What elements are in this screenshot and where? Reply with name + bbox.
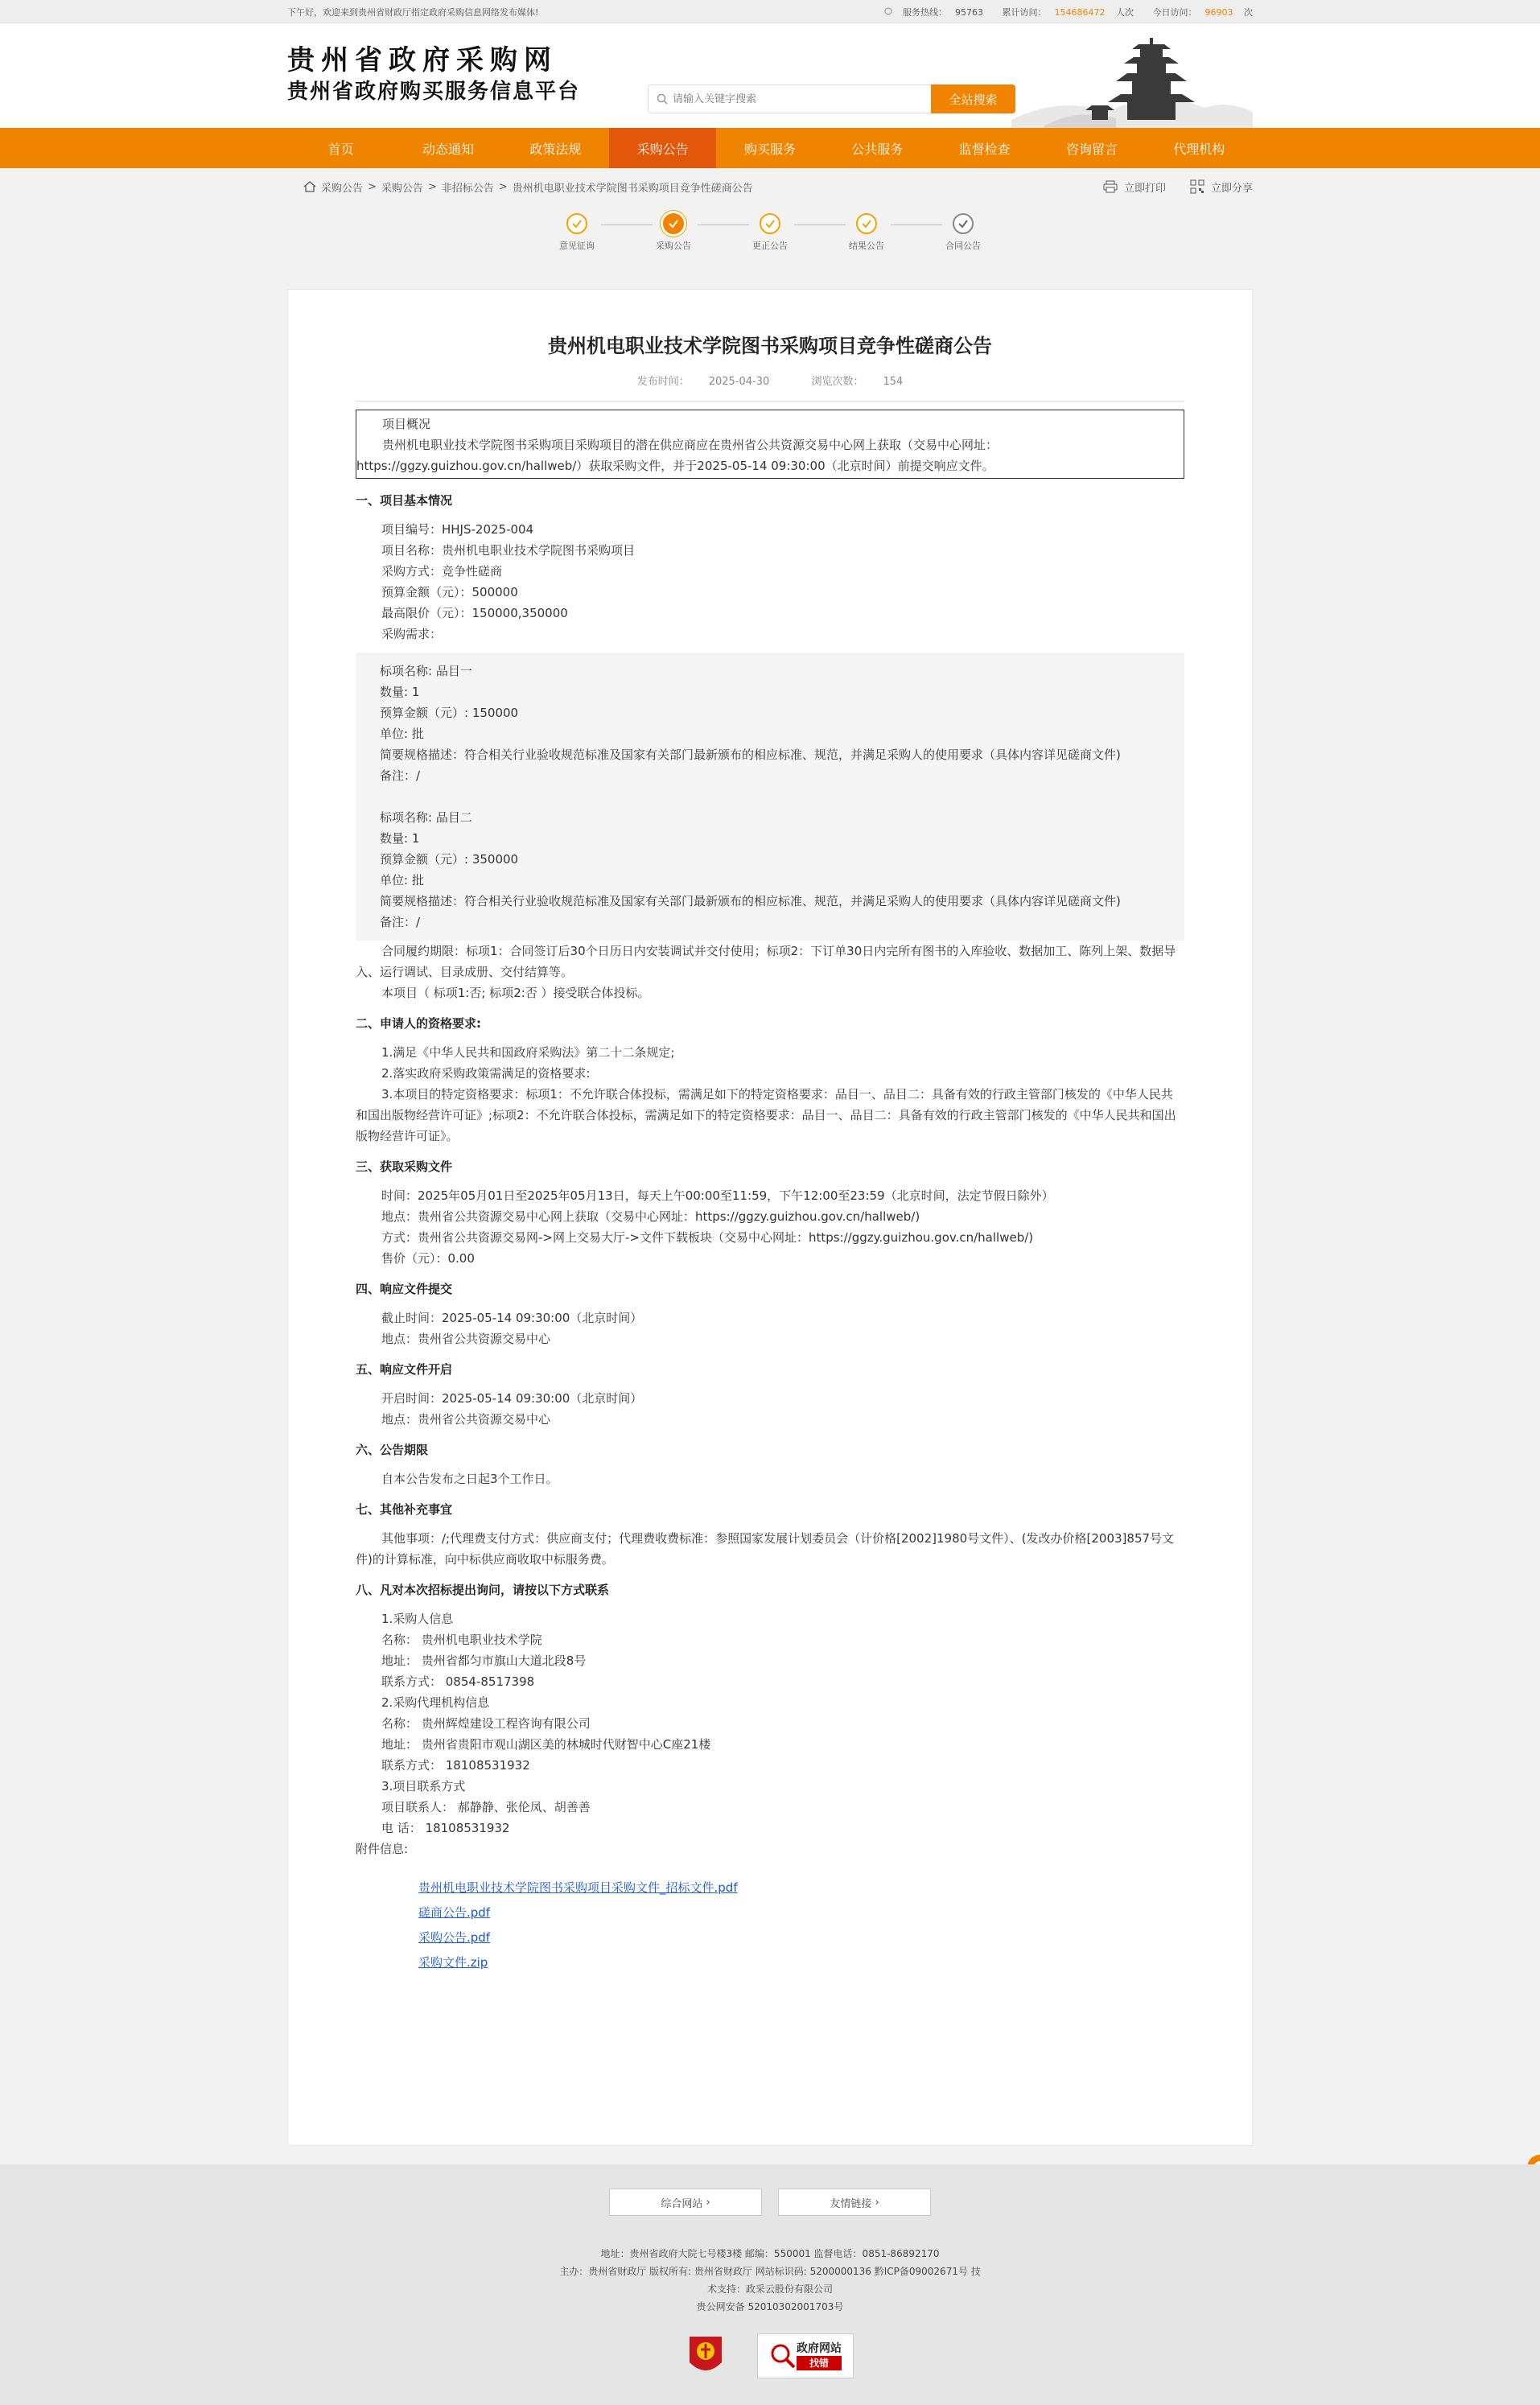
project-overview-box: [356, 410, 1184, 479]
nav-public-service[interactable]: 公共服务: [851, 141, 904, 157]
printer-icon: [1103, 180, 1118, 193]
top-bar: [0, 0, 1540, 23]
check-icon: [856, 213, 877, 234]
check-icon: [760, 213, 780, 234]
section-heading: 六、公告期限: [356, 1443, 429, 1457]
party-government-badge-icon[interactable]: [686, 2333, 725, 2378]
nav-procurement-notice[interactable]: 采购公告: [609, 128, 716, 168]
friendly-links-dropdown[interactable]: 友情链接 ›: [778, 2189, 931, 2216]
nav-policy[interactable]: 政策法规: [529, 141, 582, 157]
section-heading: 五、响应文件开启: [356, 1362, 453, 1377]
check-icon: [566, 213, 587, 234]
notice-title: 贵州机电职业技术学院图书采购项目竞争性磋商公告: [548, 335, 992, 357]
breadcrumb-item[interactable]: 采购公告: [381, 182, 423, 195]
notice-body: 项目概况 贵州机电职业技术学院图书采购项目采购项目的潜在供应商应在贵州省公共资源交易中心网上获取（交易中心网址：https://ggzy.guizhou.gov.cn/hallweb/）获取采购文件，并于2025-05-14 09:30:00（北京时间）前提交响应文件。 一、项目基本情况 项目编号：HHJS-2025-004 项目名称：贵州机电职业技术学院图书采购项目 采购方式：竞争性磋商 预算金额（元）：500000 最高限价（元）：150000,350000 采购需求： 标项名称: 品目一 数量: 1 预算金额（元）: 150000 单位: 批 简要规格描述：符合相关行业验收规范标准及国家有关部门最新颁布的相应标准、规范，并满足采购人的使用要求（具体内容详见磋商文件) 备注：/ 标项名称: 品目二 数量: 1 预算金额（元）: 350000 单位: 批 简要规格描述：符合相关行业验收规范标准及国家有关部门最新颁布的相应标准、规范，并满足采购人的使用要求（具体内容详见磋商文件) 备注：/ 合同履约期限：标项1：合同签订后30个日历日内安装调试并交付使用；标项2：下订单30日内完所有图书的入库验收、数据加工、陈列上架、数据导入、运行调试、目录成册、交付结算等。 本项目（ 标项1:否; 标项2:否 ）接受联合体投标。 二、申请人的资格要求: 1.满足《中华人民共和国政府采购法》第二十二条规定; 2.落实政府采购政策需满足的资格要求: 3.本项目的特定资格要求：标项1：不允许联合体投标，需满足如下的特定资格要求：品目一、品目二：具备有效的行政主管部门核发的《中华人民共和国出版物经营许可证》;标项2：不允许联合体投标，需满足如下的特定资格要求：品目一、品目二：具备有效的行政主管部门核发的《中华人民共和国出版物经营许可证》。 三、获取采购文件 时间：2025年05月01日至2025年05月13日，每天上午00:00至11:59，下午12:00至23:59（北京时间，法定节假日除外） 地点：贵州省公共资源交易中心网上获取（交易中心网址：https://ggzy.guizhou.gov.cn/hallweb/) 方式：贵州省公共资源交易网->网上交易大厅->文件下载板块（交易中心网址：https://ggzy.guizhou.gov.cn/hallweb/) 售价（元）：0.00 四、响应文件提交 截止时间：2025-05-14 09:30:00（北京时间） 地点：贵州省公共资源交易中心 五、响应文件开启 开启时间：2025-05-14 09:30:00（北京时间） 地点：贵州省公共资源交易中心 六、公告期限 自本公告发布之日起3个工作日。 七、其他补充事宜 其他事项：/;代理费支付方式：供应商支付；代理费收费标准：参照国家发展计划委员会（计价格[2002]1980号文件）、(发改办价格[2003]857号文件)的计算标准，向中标供应商收取中标服务费。 八、凡对本次招标提出询问，请按以下方式联系 1.采购人信息 名称： 贵州机电职业技术学院 地址： 贵州省都匀市旗山大道北段8号 联系方式： 0854-8517398 2.采购代理机构信息 名称： 贵州辉煌建设工程咨询有限公司 地址： 贵州省贵阳市观山湖区美的林城时代财智中心C座21楼 联系方式： 18108531932 3.项目联系方式 项目联系人： 郝静静、张伦凤、胡善善 电 话： 18108531932 附件信息: 贵州机电职业技术学院图书采购项目采购文件_招标文件.pdf 磋商公告.pdf 采购公告.pdf 采购文件.zip: [356, 410, 1184, 1975]
nav-supervision[interactable]: 监督检查: [958, 141, 1011, 157]
notice-progress-steps: [287, 205, 1253, 268]
step-contract[interactable]: 合同公告: [931, 213, 995, 252]
site-search: [648, 84, 1015, 113]
nav-home[interactable]: 首页: [327, 141, 354, 157]
section-heading: 二、申请人的资格要求:: [356, 1016, 481, 1031]
section-heading: 三、获取采购文件: [356, 1159, 453, 1174]
step-procurement-notice[interactable]: 采购公告: [641, 213, 706, 252]
breadcrumb-bar: [287, 168, 1253, 205]
nav-news[interactable]: 动态通知: [422, 141, 474, 157]
attachment-link[interactable]: 贵州机电职业技术学院图书采购项目采购文件_招标文件.pdf: [418, 1880, 738, 1895]
site-footer: [0, 2164, 1540, 2405]
site-header: [0, 23, 1540, 128]
section-heading: 四、响应文件提交: [356, 1282, 453, 1296]
notice-card: [287, 289, 1253, 2146]
nav-purchase-service[interactable]: 购买服务: [743, 141, 796, 157]
search-button[interactable]: 全站搜索: [931, 84, 1015, 113]
view-count: 154: [883, 376, 904, 388]
government-site-error-report-badge[interactable]: 政府网站 找错: [757, 2333, 854, 2378]
chevron-down-icon: ›: [706, 2196, 710, 2209]
step-consultation[interactable]: 意见征询: [545, 213, 609, 252]
site-logo-title[interactable]: 贵州省政府采购网 贵州省政府购买服务信息平台: [287, 44, 581, 104]
attachment-label: 附件信息:: [356, 1842, 409, 1856]
breadcrumb-item[interactable]: 非招标公告: [441, 182, 494, 195]
attachment-link[interactable]: 磋商公告.pdf: [418, 1905, 491, 1920]
footer-info: 地址：贵州省政府大院七号楼3楼 邮编：550001 监督电话：0851-86892170 主办：贵州省财政厅 版权所有: 贵州省财政厅 网站标识码: 5200000136 黔ICP备09002671号 技 术支持：政采云股份有限公司 贵公网安备 52010302001703号: [559, 2248, 981, 2312]
lot-requirements: 标项名称: 品目一 数量: 1 预算金额（元）: 150000 单位: 批 简要规格描述：符合相关行业验收规范标准及国家有关部门最新颁布的相应标准、规范，并满足采购人的使用要求（具体内容详见磋商文件) 备注：/ 标项名称: 品目二 数量: 1 预算金额（元）: 350000 单位: 批 简要规格描述：符合相关行业验收规范标准及国家有关部门最新颁布的相应标准、规范，并满足采购人的使用要求（具体内容详见磋商文件) 备注：/: [356, 653, 1184, 941]
section-heading: 七、其他补充事宜: [356, 1502, 453, 1517]
hotline-number: 95763: [955, 6, 983, 18]
welcome-text: 下午好，欢迎来到贵州省财政厅指定政府采购信息网络发布媒体!: [287, 6, 539, 18]
search-input[interactable]: [673, 93, 914, 105]
share-button[interactable]: 立即分享: [1190, 179, 1253, 195]
contract-term: 合同履约期限：标项1：合同签订后30个日历日内安装调试并交付使用；标项2：下订单30日内完所有图书的入库验收、数据加工、陈列上架、数据导入、运行调试、目录成册、交付结算等。: [356, 944, 1176, 979]
breadcrumb: 采购公告 > 采购公告 > 非招标公告 > 贵州机电职业技术学院图书采购项目竞争性磋商公告: [287, 179, 753, 195]
main-nav: [0, 128, 1540, 168]
magnifier-icon: [769, 2342, 797, 2370]
breadcrumb-item[interactable]: 采购公告: [321, 182, 364, 195]
overview-title: 项目概况: [382, 417, 431, 431]
attachment-link[interactable]: 采购文件.zip: [418, 1955, 488, 1970]
overview-text: 贵州机电职业技术学院图书采购项目采购项目的潜在供应商应在贵州省公共资源交易中心网上获取（交易中心网址：https://ggzy.guizhou.gov.cn/hallweb/）获取采购文件，并于2025-05-14 09:30:00（北京时间）前提交响应文件。: [356, 438, 999, 473]
nav-consult[interactable]: 咨询留言: [1065, 141, 1118, 157]
print-button[interactable]: 立即打印: [1103, 179, 1166, 195]
search-icon: [657, 93, 668, 105]
qrcode-icon: [1190, 179, 1204, 194]
step-correction[interactable]: 更正公告: [738, 213, 802, 252]
home-icon: [303, 181, 316, 192]
section-heading: 八、凡对本次招标提出询问，请按以下方式联系: [356, 1583, 610, 1597]
notice-meta: 发布时间： 2025-04-30 浏览次数： 154: [636, 376, 904, 388]
search-box: [648, 84, 931, 113]
consortium-note: 本项目（ 标项1:否; 标项2:否 ）接受联合体投标。: [381, 986, 650, 1000]
comprehensive-sites-dropdown[interactable]: 综合网站 ›: [609, 2189, 762, 2216]
nav-agency[interactable]: 代理机构: [1173, 141, 1225, 157]
total-visits: 154686472: [1054, 6, 1106, 18]
check-icon: [953, 213, 974, 234]
today-visits: 96903: [1204, 6, 1233, 18]
chevron-down-icon: ›: [875, 2196, 879, 2209]
phone-icon: [884, 7, 892, 15]
attachment-list: [356, 1876, 1184, 1975]
pagoda-illustration: [1011, 31, 1253, 128]
section-heading: 一、项目基本情况: [356, 493, 453, 508]
site-stats: 服务热线： 95763 累计访问： 154686472 人次 今日访问： 96903 次: [876, 6, 1254, 19]
check-icon: [663, 213, 684, 234]
publish-date: 2025-04-30: [708, 376, 770, 388]
step-result[interactable]: 结果公告: [834, 213, 899, 252]
divider: [356, 401, 1184, 402]
breadcrumb-current: 贵州机电职业技术学院图书采购项目竞争性磋商公告: [512, 182, 753, 195]
attachment-link[interactable]: 采购公告.pdf: [418, 1930, 491, 1945]
